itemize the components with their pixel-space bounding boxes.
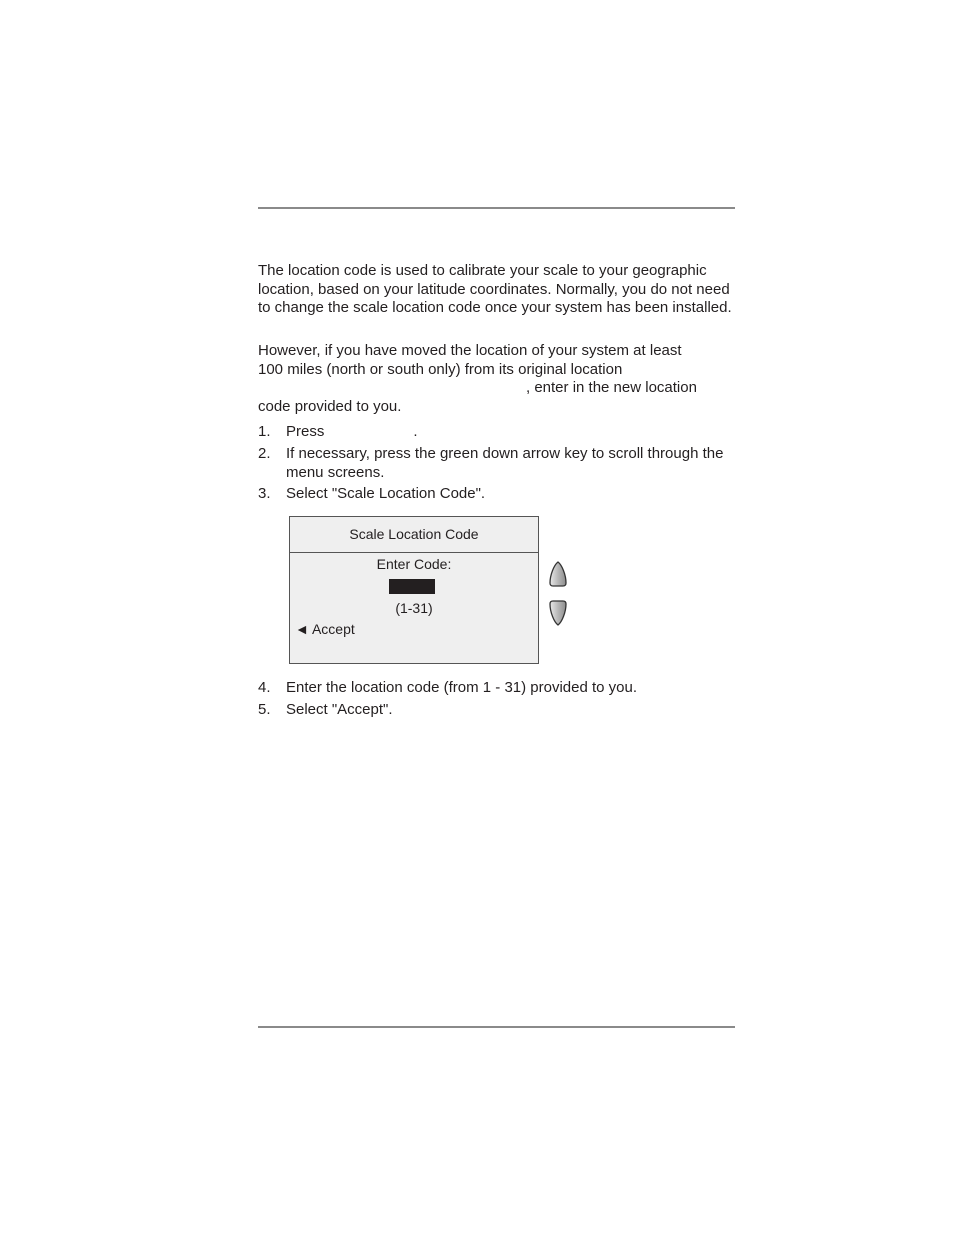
bottom-rule [258, 1026, 735, 1028]
top-rule [258, 207, 735, 209]
code-range-label: (1-31) [395, 600, 433, 616]
scale-location-code-screen [289, 516, 539, 664]
paragraph-line: However, if you have moved the location of your system at least [258, 342, 682, 359]
step-number: 1. [258, 423, 271, 440]
step-number: 5. [258, 701, 271, 718]
moved-system-paragraph [258, 342, 738, 417]
step-number: 2. [258, 445, 271, 462]
screen-title: Scale Location Code [290, 517, 538, 553]
step-text: Select "Scale Location Code". [286, 485, 486, 502]
paragraph-line: , enter in the new location [526, 379, 697, 397]
code-entry-field[interactable] [389, 579, 435, 594]
step-text: Enter the location code (from 1 - 31) provided to you. [286, 679, 638, 696]
step-text: If necessary, press the green down arrow key to scroll through the menu screens. [286, 445, 724, 481]
step-text: Press . [286, 423, 418, 440]
step-number: 3. [258, 485, 271, 502]
down-arrow-key-icon[interactable] [548, 600, 568, 626]
accept-option[interactable]: ◄ Accept [295, 621, 355, 637]
enter-code-label: Enter Code: [376, 556, 452, 572]
paragraph-line: 100 miles (north or south only) from its original location [258, 360, 623, 378]
intro-paragraph: The location code is used to calibrate your scale to your geographic location, based on your latitude coordinates. Normally, you do not need to change the scale location code once your system has been installed. [258, 262, 732, 317]
step-number: 4. [258, 679, 271, 696]
up-arrow-key-icon[interactable] [548, 561, 568, 587]
step-text: Select "Accept". [286, 701, 393, 718]
paragraph-line: code provided to you. [258, 398, 402, 416]
